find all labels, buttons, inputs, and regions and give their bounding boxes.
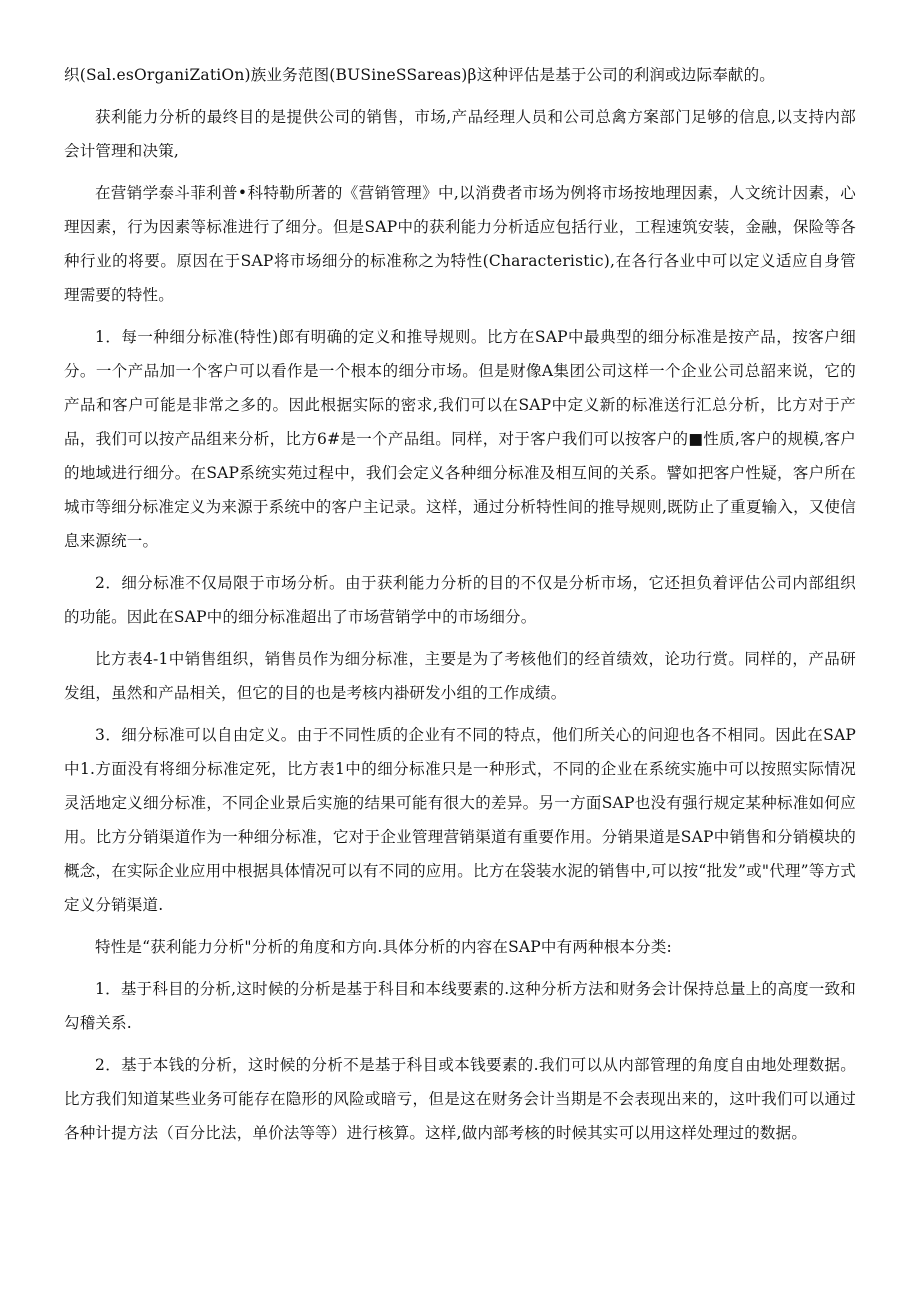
paragraph-8: 特性是“获利能力分析"分析的角度和方向.具体分析的内容在SAP中有两种根本分类: bbox=[95, 938, 672, 956]
paragraph-4: 1．每一种细分标准(特性)郎有明确的定义和推导规则。比方在SAP中最典型的细分标准是按产品，按客户细分。一个产品加一个客户可以看作是一个根本的细分市场。但是财像A集团公司这样一个企业公司总韶来说，它的产品和客户可能是非常之多的。因此根据实际的密求,我们可以在SAP中定义新的标准送行汇总分析，比方对于产品，我们可以按产品组来分析，比方6#是一个产品组。同样，对于客户我们可以按客户的■性质,客户的规模,客户的地域进行细分。在SAP系统实苑过程中，我们会定义各种细分标准及相互间的关系。譬如把客户性疑，客户所在城市等细分标准定义为来源于系统中的客户主记录。这样，通过分析特性间的推导规则,既防止了重夏输入，又使信息来源统一。 bbox=[64, 328, 856, 550]
paragraph-2: 获利能力分析的最终目的是提供公司的销售，市场,产品经理人员和公司总禽方案部门足够的信息,以支持内部会计管理和决策, bbox=[64, 108, 856, 160]
document-page bbox=[64, 58, 856, 1158]
paragraph-1: 织(Sal.esOrganiZatiOn)族业务范图(BUSineSSareas)β这种评估是基于公司的利润或边际奉献的。 bbox=[64, 66, 775, 84]
paragraph-7: 3．细分标准可以自由定义。由于不同性质的企业有不同的特点，他们所关心的问迎也各不相同。因此在SAP中1.方面没有将细分标准定死，比方表1中的细分标准只是一种形式，不同的企业在系统实施中可以按照实际情况灵活地定义细分标准，不同企业景后实施的结果可能有很大的差异。另一方面SAP也没有强行规定某种标准如何应用。比方分销渠道作为一种细分标准，它对于企业管理营销渠道有重要作用。分销果道是SAP中销售和分销模块的概念，在实际企业应用中根据具体情况可以有不同的应用。比方在袋装水泥的销售中,可以按“批发”或"代理”等方式定义分销渠道. bbox=[64, 726, 856, 914]
paragraph-6: 比方表4-1中销售组织，销售员作为细分标准，主要是为了考核他们的经首绩效，论功行赏。同样的，产品研发组，虽然和产品相关，但它的目的也是考核内褂研发小组的工作成绩。 bbox=[64, 650, 856, 702]
paragraph-9: 1．基于科目的分析,这时候的分析是基于科目和本线要素的.这种分析方法和财务会计保持总量上的高度一致和勾稽关系. bbox=[64, 980, 856, 1032]
paragraph-5: 2．细分标准不仅局限于市场分析。由于获利能力分析的目的不仅是分析市场，它还担负着评估公司内部组织的功能。因此在SAP中的细分标准超出了市场营销学中的市场细分。 bbox=[64, 574, 856, 626]
paragraph-10: 2．基于本钱的分析，这时候的分析不是基于科目或本钱要素的.我们可以从内部管理的角度自由地处理数据。比方我们知道某些业务可能存在隐形的风险或暗亏，但是这在财务会计当期是不会表现出来的，这叶我们可以通过各种计提方法（百分比法，单价法等等）进行核算。这样,做内部考核的时候其实可以用这样处理过的数据。 bbox=[64, 1056, 856, 1142]
paragraph-3: 在营销学泰斗菲利普•科特勒所著的《营销管理》中,以消费者市场为例将市场按地理因素，人文统计因素，心理因素，行为因素等标准进行了细分。但是SAP中的获利能力分析适应包括行业，工程速筑安装，金融，保险等各种行业的将要。原因在于SAP将市场细分的标准称之为特性(Characteristic),在各行各业中可以定义适应自身管理需要的特性。 bbox=[64, 184, 856, 304]
